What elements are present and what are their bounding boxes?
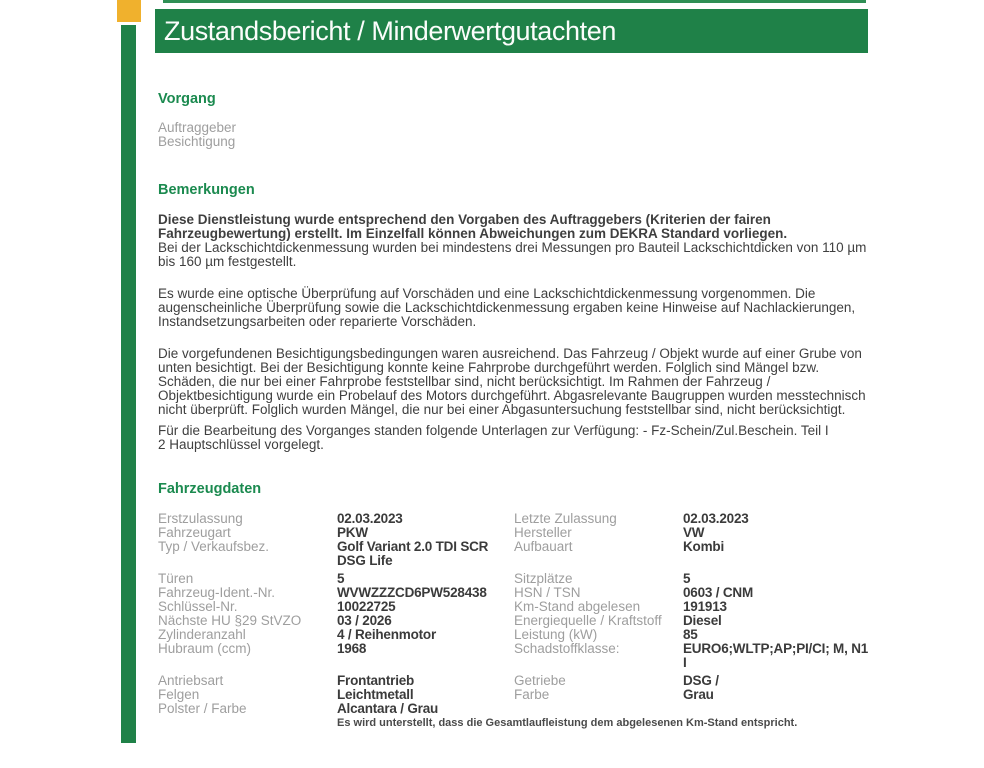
table-row [158,642,870,670]
section-heading-bemerkungen: Bemerkungen [158,182,255,198]
table-row [158,688,870,702]
table-row [158,586,870,600]
field-label: Aufbauart [514,539,573,554]
field-value: Golf Variant 2.0 TDI SCR DSG Life [337,539,489,568]
field-value: PKW [337,525,368,540]
field-label: Typ / Verkaufsbez. [158,539,270,554]
field-value: 5 [683,571,691,586]
field-value: Alcantara / Grau [337,701,439,716]
field-value: Leichtmetall [337,687,414,702]
field-label: Sitzplätze [514,571,573,586]
field-label: Hubraum (ccm) [158,641,252,656]
fahrzeugdaten-grid [158,512,870,716]
field-label: Hersteller [514,525,572,540]
section-heading-vorgang: Vorgang [158,91,216,107]
field-value: 02.03.2023 [683,511,749,526]
field-label: Getriebe [514,673,566,688]
report-body [158,53,870,730]
field-label: Schlüssel-Nr. [158,599,238,614]
field-label: Leistung (kW) [514,627,598,642]
field-value: 191913 [683,599,727,614]
brand-accent-yellow-square [117,0,141,22]
km-stand-note: Es wird unterstellt, dass die Gesamtlaufleistung dem abgelesenen Km-Stand entspricht. [337,717,798,729]
field-value: DSG / [683,673,719,688]
field-label: Zylinderanzahl [158,627,246,642]
paragraph-lackschicht: Bei der Lackschichtdickenmessung wurden bei mindestens drei Messungen pro Bauteil Lackschichtdicken von 110 µm bis 160 µm festgestellt. [158,240,867,269]
table-row [158,614,870,628]
field-value: 03 / 2026 [337,613,392,628]
field-label: Schadstoffklasse: [514,641,620,656]
brand-accent-green-stripe [121,25,136,743]
field-value: 5 [337,571,345,586]
paragraph-besichtigungsbedingungen: Die vorgefundenen Besichtigungsbedingungen waren ausreichend. Das Fahrzeug / Objekt wurde auf einer Grube von unten besichtigt. Bei der Besichtigung konnte keine Fahrprobe durchgeführt werden. Folglich sind Mängel bzw. Schäden, die nur bei einer Fahrprobe feststellbar sind, nicht berücksichtigt. Im Rahmen der Fahrzeug / Objektbesichtigung wurde ein Probelauf des Motors durchgeführt. Abgasrelevante Baugruppen wurden messtechnisch nicht überprüft. Folglich wurden Mängel, die nur bei einer Abgasuntersuchung feststellbar sind, nicht berücksichtigt. [158,346,866,417]
paragraph-unterlagen-line2: 2 Hauptschlüssel vorgelegt. [158,437,324,452]
field-label: Antriebsart [158,673,224,688]
bemerkungen-text [158,213,870,452]
field-label: Türen [158,571,194,586]
field-label: Energiequelle / Kraftstoff [514,613,662,628]
table-row [158,628,870,642]
field-label [514,702,683,716]
table-row [158,600,870,614]
field-value: Grau [683,687,714,702]
field-label: Nächste HU §29 StVZO [158,613,302,628]
field-label: Fahrzeug-Ident.-Nr. [158,585,276,600]
paragraph-dienstleistung [158,213,870,269]
report-title-bar [155,9,868,53]
field-value: WVWZZZCD6PW528438 [337,585,487,600]
field-label: HSN / TSN [514,585,581,600]
fahrzeugdaten-group [158,674,870,716]
field-label: Fahrzeugart [158,525,231,540]
table-row [158,540,870,568]
fahrzeugdaten-group [158,512,870,568]
table-row [158,674,870,688]
field-value: VW [683,525,705,540]
field-value: Kombi [683,539,724,554]
table-row [158,526,870,540]
page-top-rule [163,0,866,3]
field-label-auftraggeber: Auftraggeber [158,120,237,135]
field-value: 4 / Reihenmotor [337,627,437,642]
page-title: Zustandsbericht / Minderwertgutachten [164,16,616,46]
field-label: Erstzulassung [158,511,243,526]
field-value: 02.03.2023 [337,511,403,526]
paragraph-bold-lead: Diese Dienstleistung wurde entsprechend den Vorgaben des Auftraggebers (Kriterien der fairen Fahrzeugbewertung) erstellt. Im Einzelfall können Abweichungen zum DEKRA Standard vorliegen. [158,212,788,241]
field-label: Farbe [514,687,550,702]
field-value: 1968 [337,641,367,656]
field-value: 0603 / CNM [683,585,754,600]
field-label: Letzte Zulassung [514,511,617,526]
field-value [683,702,870,716]
paragraph-unterlagen [158,424,870,452]
field-value: 85 [683,627,698,642]
field-value: Diesel [683,613,722,628]
paragraph-unterlagen-line1: Für die Bearbeitung des Vorganges standen folgende Unterlagen zur Verfügung: - Fz-Schein/Zul.Beschein. Teil I [158,423,829,438]
field-label: Polster / Farbe [158,701,247,716]
field-value: Frontantrieb [337,673,415,688]
paragraph-optische-pruefung: Es wurde eine optische Überprüfung auf Vorschäden und eine Lackschichtdickenmessung vorgenommen. Die augenscheinliche Überprüfung sowie die Lackschichtdickenmessung ergaben keine Hinweise auf Nachlackierungen, Instandsetzungsarbeiten oder reparierte Vorschäden. [158,286,856,329]
table-row [158,572,870,586]
table-row [158,512,870,526]
field-label: Felgen [158,687,200,702]
table-row [158,702,870,716]
section-heading-fahrzeugdaten: Fahrzeugdaten [158,481,262,497]
field-value: EURO6;WLTP;AP;PI/CI; M, N1 I [683,641,869,670]
fahrzeugdaten-group [158,572,870,670]
vorgang-fields [158,121,870,149]
field-label-besichtigung: Besichtigung [158,134,236,149]
field-value: 10022725 [337,599,396,614]
field-label: Km-Stand abgelesen [514,599,641,614]
